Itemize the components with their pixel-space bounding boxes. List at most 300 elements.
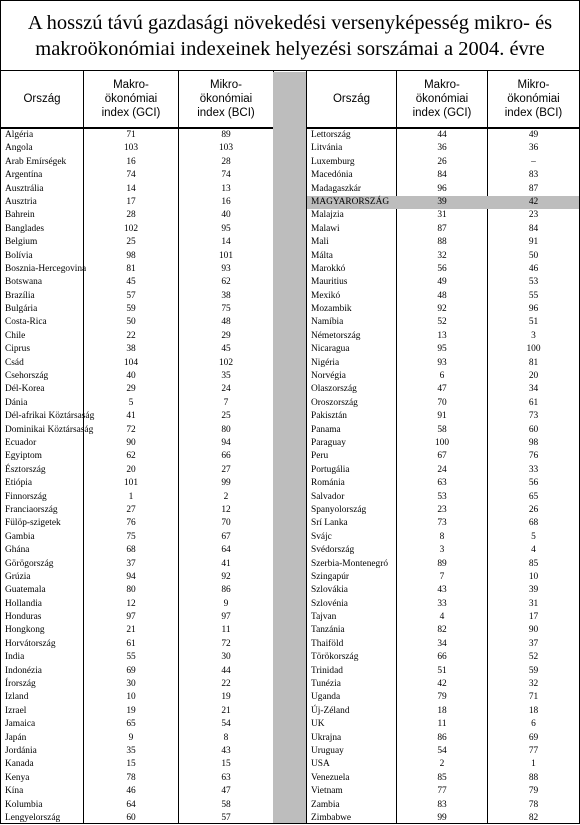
table-row (1, 678, 273, 691)
table-row (307, 758, 579, 771)
gci-cell: 62 (126, 451, 136, 462)
bci-cell: 100 (526, 344, 541, 355)
country-cell: Görögország (5, 558, 54, 569)
gci-cell: 48 (437, 290, 447, 301)
table-row (307, 665, 579, 678)
bci-cell: 71 (528, 692, 539, 703)
country-cell: Ukrajna (311, 732, 342, 743)
country-cell: Bahrein (5, 210, 35, 221)
country-cell: Srí Lanka (311, 518, 348, 529)
bci-cell: 62 (221, 277, 231, 288)
gci-cell: 92 (437, 304, 447, 315)
country-cell: Mozambik (311, 304, 352, 315)
bci-cell: 67 (221, 531, 231, 542)
bci-cell: 46 (528, 263, 539, 274)
country-cell: Malajzia (311, 210, 344, 221)
bci-cell: 55 (528, 290, 539, 301)
bci-cell: 88 (528, 772, 539, 783)
gci-cell: 10 (126, 692, 136, 703)
bci-cell: 4 (531, 545, 536, 556)
table-row (307, 450, 579, 463)
bci-cell: 43 (221, 745, 231, 756)
country-cell: Panama (311, 424, 341, 435)
country-cell: Szingapúr (311, 571, 350, 582)
table-row (307, 142, 579, 155)
gci-cell: 90 (126, 437, 136, 448)
table-row (1, 571, 273, 584)
country-cell: Tajvan (311, 612, 337, 623)
table-right (307, 129, 579, 825)
bci-cell: 53 (528, 277, 539, 288)
country-cell: Finnország (5, 491, 47, 502)
table-row (1, 624, 273, 637)
country-cell: Malawi (311, 223, 340, 234)
bci-cell: 84 (528, 223, 539, 234)
country-cell: Szlovákia (311, 585, 348, 596)
gci-cell: 36 (437, 143, 447, 154)
bci-cell: 21 (221, 705, 231, 716)
gci-cell: 2 (439, 759, 445, 770)
gci-cell: 83 (437, 799, 447, 810)
country-cell: Brazília (5, 290, 35, 301)
table-row (307, 558, 579, 571)
bci-cell: 33 (528, 464, 539, 475)
bci-cell: 79 (528, 786, 539, 797)
bci-cell: 34 (528, 384, 539, 395)
header-bci-right: Mikro- ökonómiai index (BCI) (488, 71, 579, 129)
gci-cell: 37 (126, 558, 136, 569)
gci-cell: 85 (437, 772, 447, 783)
bci-cell: 92 (221, 571, 231, 582)
bci-cell: 29 (221, 330, 231, 341)
country-cell: Ausztrália (5, 183, 44, 194)
bci-cell: 12 (221, 504, 231, 515)
gci-cell: 87 (437, 223, 447, 234)
country-cell: Vietnam (311, 786, 343, 797)
table-row (307, 705, 579, 718)
gci-cell: 79 (437, 692, 447, 703)
bci-cell: 2 (223, 491, 229, 502)
table-row (1, 290, 273, 303)
bci-cell: 63 (221, 772, 231, 783)
bci-cell: 59 (528, 665, 539, 676)
gci-cell: 29 (126, 384, 136, 395)
table-row (307, 531, 579, 544)
gci-cell: 74 (126, 170, 136, 181)
country-cell: Angola (5, 143, 33, 154)
gci-cell: 13 (437, 330, 447, 341)
table-row (1, 209, 273, 222)
table-row (1, 129, 273, 142)
gci-cell: 100 (434, 437, 450, 448)
table-row (1, 223, 273, 236)
table-row (307, 343, 579, 356)
country-cell: Argentína (5, 170, 43, 181)
gci-cell: 102 (123, 223, 139, 234)
gci-cell: 75 (126, 531, 136, 542)
bci-cell: 28 (221, 156, 231, 167)
country-cell: Macedónia (311, 170, 353, 181)
country-cell: Jordánia (5, 745, 37, 756)
bci-cell: 77 (528, 745, 539, 756)
country-cell: Bolívia (5, 250, 33, 261)
bci-cell: 27 (221, 464, 231, 475)
bci-cell: 1 (531, 759, 536, 770)
country-cell: Madagaszkár (311, 183, 361, 194)
country-cell: Marokkó (311, 263, 346, 274)
country-cell: Mali (311, 237, 329, 248)
gci-cell: 77 (437, 786, 447, 797)
bci-cell: 101 (218, 250, 234, 261)
country-cell: USA (311, 759, 330, 770)
country-cell: Thaiföld (311, 638, 344, 649)
bci-cell: 20 (528, 371, 539, 382)
bci-cell: 36 (528, 143, 539, 154)
table-row (307, 316, 579, 329)
country-cell: Csehország (5, 371, 49, 382)
gci-cell: 16 (126, 156, 136, 167)
table-row (1, 397, 273, 410)
bci-cell: 72 (221, 638, 231, 649)
bci-cell: 85 (528, 558, 539, 569)
country-cell: Mauritius (311, 277, 348, 288)
table-row (307, 424, 579, 437)
gci-cell: 1 (128, 491, 134, 502)
gci-cell: 18 (437, 705, 447, 716)
country-cell: Indonézia (5, 665, 42, 676)
country-cell: Nicaragua (311, 344, 350, 355)
country-cell: Dél-Korea (5, 384, 45, 395)
bci-cell: 5 (531, 531, 536, 542)
gci-cell: 26 (437, 156, 447, 167)
title-line-2: makroökonómiai indexeinek helyezési sorszámai a 2004. évre (35, 38, 545, 60)
country-cell: Tanzánia (311, 625, 345, 636)
gci-cell: 4 (439, 612, 445, 623)
gci-cell: 104 (123, 357, 139, 368)
table-row (1, 517, 273, 530)
country-cell: Hongkong (5, 625, 45, 636)
table-row (1, 330, 273, 343)
table-row (307, 303, 579, 316)
bci-cell: 17 (528, 612, 539, 623)
gci-cell: 7 (439, 571, 445, 582)
country-cell: Bosznia-Hercegovina (5, 263, 87, 274)
country-cell: Oroszország (311, 397, 358, 408)
table-row (307, 799, 579, 812)
bci-cell: 70 (221, 518, 231, 529)
table-row (1, 504, 273, 517)
country-cell: Tunézia (311, 679, 341, 690)
gci-cell: 6 (439, 371, 445, 382)
gci-cell: 97 (126, 612, 136, 623)
table-row (1, 477, 273, 490)
gci-cell: 55 (126, 652, 136, 663)
bci-cell: 25 (221, 411, 231, 422)
bci-cell: 32 (528, 679, 539, 690)
gci-cell: 34 (437, 638, 447, 649)
table-row (307, 250, 579, 263)
bci-cell: 15 (221, 759, 231, 770)
country-cell: Algéria (5, 130, 34, 140)
gci-cell: 19 (126, 705, 136, 716)
country-cell: Lettország (311, 130, 351, 140)
table-row (1, 383, 273, 396)
gci-cell: 9 (128, 732, 134, 743)
country-cell: Dánia (5, 397, 28, 408)
bci-cell: 97 (221, 612, 231, 623)
country-cell: Írország (5, 679, 36, 690)
gci-cell: 57 (126, 290, 136, 301)
table-left (1, 129, 273, 825)
gci-cell: 44 (437, 130, 447, 140)
header-gci-right: Makro- ökonómiai index (GCI) (397, 71, 487, 129)
table-row (1, 544, 273, 557)
table-row (1, 812, 273, 825)
country-cell: Szlovénia (311, 598, 348, 609)
gci-cell: 84 (437, 170, 447, 181)
table-row (307, 263, 579, 276)
gci-cell: 68 (126, 545, 136, 556)
gci-cell: 60 (126, 812, 136, 823)
gci-cell: 59 (126, 304, 136, 315)
country-cell: Olaszország (311, 384, 357, 395)
gci-cell: 15 (126, 759, 136, 770)
table-row (1, 276, 273, 289)
table-row (307, 196, 579, 209)
bci-cell: 103 (218, 143, 234, 154)
gci-cell: 50 (126, 317, 136, 328)
bci-cell: 14 (221, 237, 231, 248)
country-cell: Honduras (5, 612, 42, 623)
gci-cell: 17 (126, 196, 136, 207)
gci-cell: 86 (437, 732, 447, 743)
bci-cell: 6 (531, 719, 536, 730)
bci-cell: 58 (221, 799, 231, 810)
table-row (307, 571, 579, 584)
table-row (307, 464, 579, 477)
country-cell: Zimbabwe (311, 812, 352, 823)
table-row (1, 236, 273, 249)
page-title (1, 1, 579, 71)
gci-cell: 45 (126, 277, 136, 288)
gci-cell: 103 (123, 143, 139, 154)
table-row (307, 651, 579, 664)
table-row (307, 437, 579, 450)
table-row (307, 624, 579, 637)
country-cell: Uganda (311, 692, 341, 703)
bci-cell: 41 (221, 558, 231, 569)
bci-cell: 83 (528, 170, 539, 181)
gci-cell: 30 (126, 679, 136, 690)
bci-cell: 80 (221, 424, 231, 435)
country-cell: UK (311, 719, 325, 730)
bci-cell: 86 (221, 585, 231, 596)
country-cell: Namíbia (311, 317, 344, 328)
country-cell: Pakisztán (311, 411, 347, 422)
country-cell: Új-Zéland (311, 705, 350, 716)
table-row (1, 584, 273, 597)
bci-cell: 50 (528, 250, 539, 261)
table-row (307, 517, 579, 530)
bci-cell: 48 (221, 317, 231, 328)
table-row (1, 142, 273, 155)
bci-cell: 87 (528, 183, 539, 194)
table-row (307, 812, 579, 825)
bci-cell: 11 (221, 625, 231, 636)
gci-cell: 54 (437, 745, 447, 756)
country-cell: India (5, 652, 25, 663)
table-row (1, 611, 273, 624)
country-cell: MAGYARORSZÁG (311, 196, 390, 207)
bci-cell: 18 (528, 705, 539, 716)
gci-cell: 33 (437, 598, 447, 609)
bci-cell: 49 (528, 130, 539, 140)
gci-cell: 24 (437, 464, 447, 475)
bci-cell: 73 (528, 411, 539, 422)
table-row (1, 437, 273, 450)
table-row (307, 718, 579, 731)
country-cell: Peru (311, 451, 329, 462)
country-cell: Dél-afrikai Köztársaság (5, 411, 95, 422)
table-row (1, 316, 273, 329)
country-cell: Etiópia (5, 478, 33, 489)
header-country-right: Ország (307, 71, 396, 129)
country-cell: Szerbia-Montenegró (311, 558, 389, 569)
table-row (307, 544, 579, 557)
table-row (307, 772, 579, 785)
country-cell: Arab Emírségek (5, 156, 67, 167)
gci-cell: 51 (437, 665, 447, 676)
table-row (307, 410, 579, 423)
table-row (307, 638, 579, 651)
country-cell: Norvégia (311, 371, 346, 382)
bci-cell: 23 (528, 210, 539, 221)
table-row (1, 531, 273, 544)
country-cell: Venezuela (311, 772, 350, 783)
country-cell: Uruguay (311, 745, 344, 756)
gci-cell: 38 (126, 344, 136, 355)
bci-cell: 45 (221, 344, 231, 355)
country-cell: Luxemburg (311, 156, 355, 167)
country-cell: Japán (5, 732, 27, 743)
bci-cell: 52 (528, 652, 539, 663)
table-row (1, 183, 273, 196)
gci-cell: 96 (437, 183, 447, 194)
bci-cell: 78 (528, 799, 539, 810)
table-row (307, 357, 579, 370)
bci-cell: 93 (221, 263, 231, 274)
table-row (1, 410, 273, 423)
bci-cell: 13 (221, 183, 231, 194)
gci-cell: 56 (437, 263, 447, 274)
country-cell: Guatemala (5, 585, 46, 596)
gci-cell: 98 (126, 250, 136, 261)
bci-cell: 76 (528, 451, 539, 462)
table-row (1, 196, 273, 209)
table-row (307, 236, 579, 249)
gci-cell: 47 (437, 384, 447, 395)
table-row (307, 370, 579, 383)
table-row (307, 156, 579, 169)
gci-cell: 5 (128, 397, 134, 408)
table-row (307, 383, 579, 396)
table-row (1, 491, 273, 504)
country-cell: Észtország (5, 464, 46, 475)
table-row (307, 504, 579, 517)
bci-cell: 35 (221, 371, 231, 382)
bci-cell: 95 (221, 223, 231, 234)
country-cell: Spanyolország (311, 504, 367, 515)
gci-cell: 89 (437, 558, 447, 569)
table-row (307, 732, 579, 745)
country-cell: Izland (5, 692, 29, 703)
bci-cell: 9 (223, 598, 229, 609)
gci-cell: 63 (437, 478, 447, 489)
table-row (1, 250, 273, 263)
bci-cell: 74 (221, 170, 231, 181)
gci-cell: 53 (437, 491, 447, 502)
table-row (1, 638, 273, 651)
table-row (1, 169, 273, 182)
bci-cell: 66 (221, 451, 231, 462)
bci-cell: 26 (528, 504, 539, 515)
country-cell: Portugália (311, 464, 350, 475)
table-row (1, 464, 273, 477)
table-row (1, 665, 273, 678)
gci-cell: 21 (126, 625, 136, 636)
gci-cell: 76 (126, 518, 136, 529)
header-country-left: Ország (1, 71, 83, 129)
center-gap (273, 72, 306, 823)
gci-cell: 69 (126, 665, 136, 676)
country-cell: Paraguay (311, 437, 346, 448)
country-cell: Banglades (5, 223, 45, 234)
table-row (1, 651, 273, 664)
table-row (307, 598, 579, 611)
bci-cell: 51 (528, 317, 539, 328)
country-cell: Salvador (311, 491, 345, 502)
gci-cell: 12 (126, 598, 136, 609)
gci-cell: 14 (126, 183, 136, 194)
gci-cell: 70 (437, 397, 447, 408)
header-gci-left: Makro- ökonómiai index (GCI) (84, 71, 178, 129)
country-cell: Botswana (5, 277, 42, 288)
table-row (307, 276, 579, 289)
country-cell: Ghána (5, 545, 30, 556)
gci-cell: 23 (437, 504, 447, 515)
table-row (307, 584, 579, 597)
bci-cell: 90 (528, 625, 539, 636)
country-cell: Hollandia (5, 598, 42, 609)
bci-cell: 39 (528, 585, 539, 596)
bci-cell: 24 (221, 384, 231, 395)
gci-cell: 49 (437, 277, 447, 288)
table-row (307, 491, 579, 504)
table-row (1, 785, 273, 798)
bci-cell: 94 (221, 437, 231, 448)
header-bci-left: Mikro- ökonómiai index (BCI) (179, 71, 273, 129)
bci-cell: – (531, 156, 536, 167)
gci-cell: 52 (437, 317, 447, 328)
bci-cell: 56 (528, 478, 539, 489)
country-cell: Zambia (311, 799, 340, 810)
bci-cell: 31 (528, 598, 539, 609)
country-cell: Ecuador (5, 437, 37, 448)
country-cell: Kína (5, 786, 24, 797)
gci-cell: 32 (437, 250, 447, 261)
bci-cell: 7 (223, 397, 229, 408)
bci-cell: 19 (221, 692, 231, 703)
